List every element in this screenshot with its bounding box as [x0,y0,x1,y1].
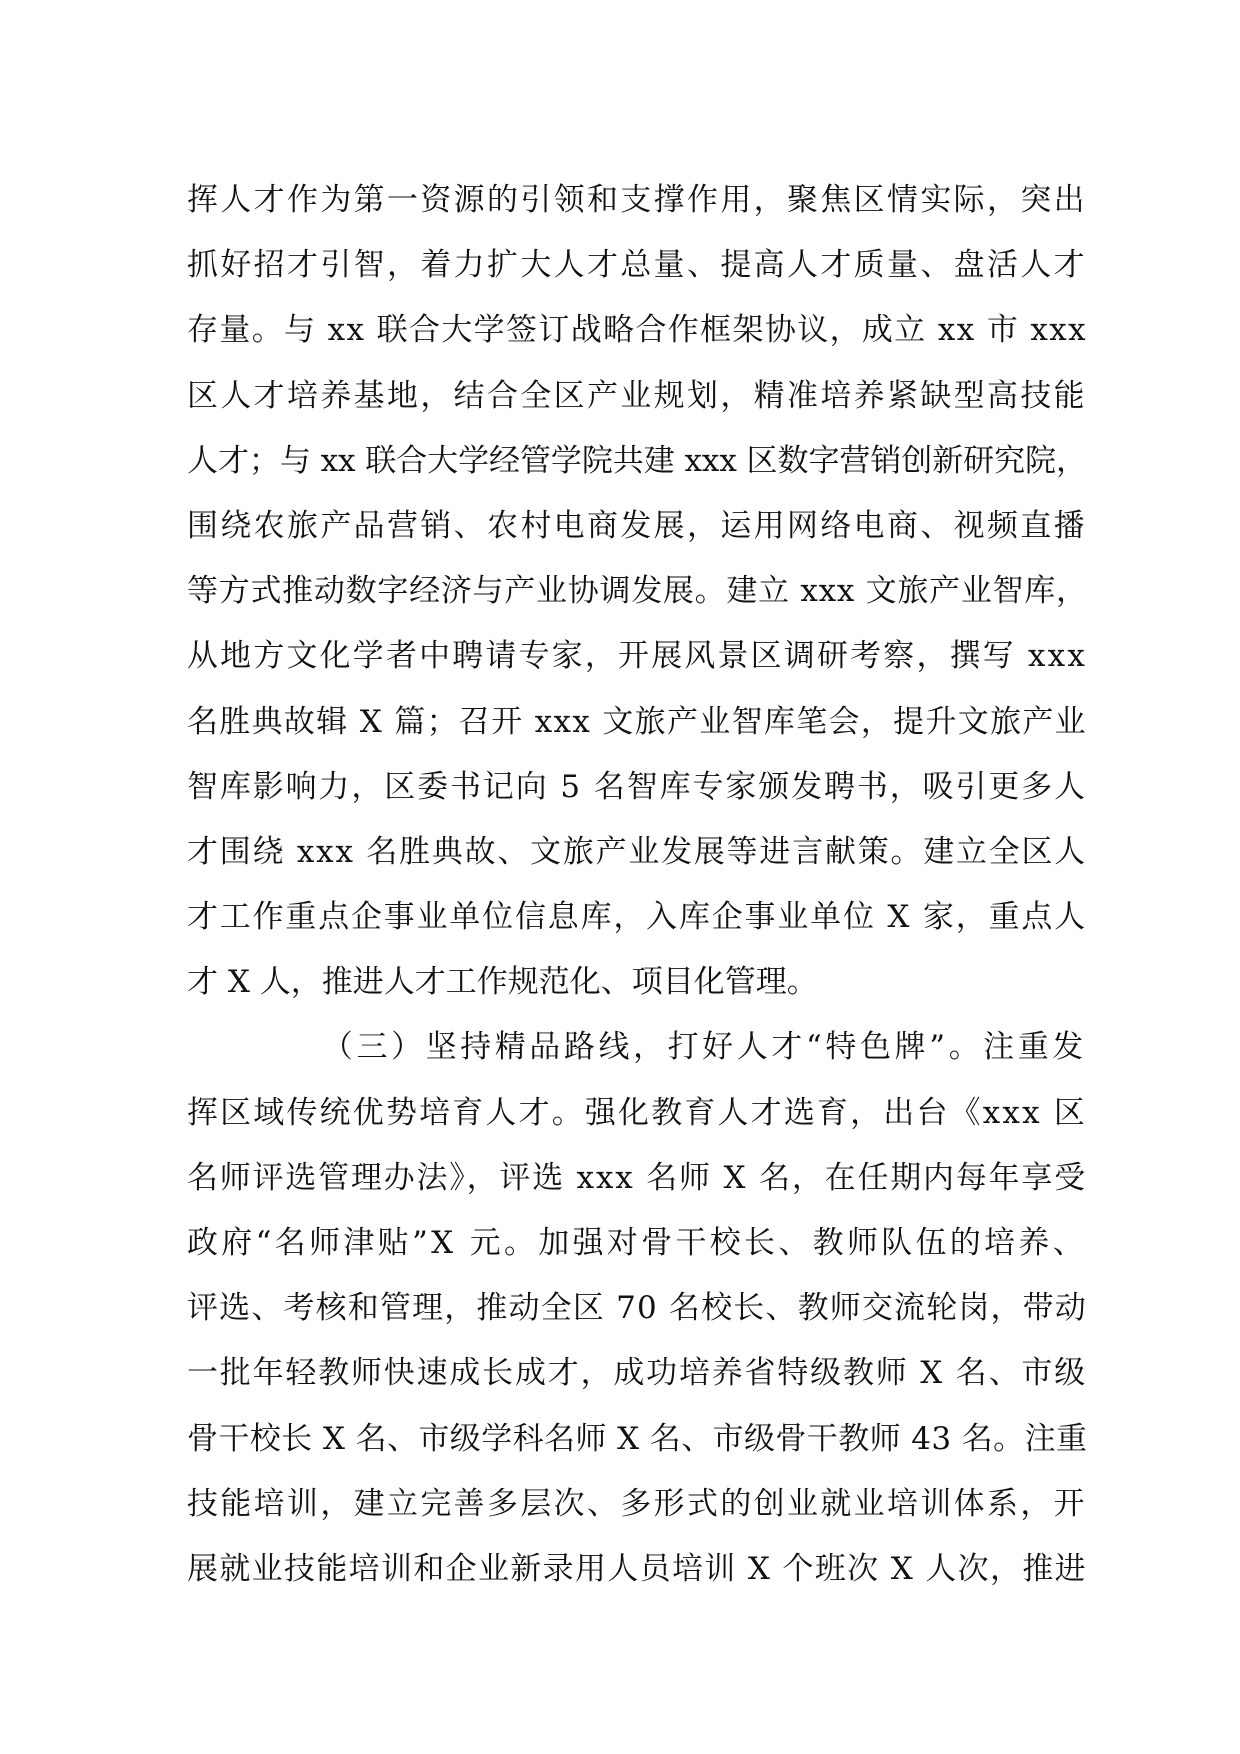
text-line: 评选、考核和管理，推动全区 70 名校长、教师交流轮岗，带动 [187,1290,1087,1327]
text-line: 技能培训，建立完善多层次、多形式的创业就业培训体系，开 [187,1485,1087,1522]
text-line: 抓好招才引智，着力扩大人才总量、提高人才质量、盘活人才 [187,247,1087,284]
text-line: 围绕农旅产品营销、农村电商发展，运用网络电商、视频直播 [187,507,1087,544]
text-line: 才围绕 xxx 名胜典故、文旅产业发展等进言献策。建立全区人 [187,833,1087,870]
text-line: 政府“名师津贴”X 元。加强对骨干校长、教师队伍的培养、 [187,1225,1087,1261]
text-line: 从地方文化学者中聘请专家，开展风景区调研考察，撰写 xxx [187,638,1087,675]
text-line: 才工作重点企事业单位信息库，入库企事业单位 X 家，重点人 [187,899,1087,936]
text-line: 名师评选管理办法》，评选 xxx 名师 X 名，在任期内每年享受 [187,1159,1087,1196]
text-line: （三）坚持精品路线，打好人才“特色牌”。注重发 [322,1029,1087,1066]
text-line: 一批年轻教师快速成长成才，成功培养省特级教师 X 名、市级 [187,1355,1087,1392]
text-line: 挥区域传统优势培育人才。强化教育人才选育，出台《xxx 区 [187,1094,1087,1131]
text-line: 等方式推动数字经济与产业协调发展。建立 xxx 文旅产业智库， [187,573,1088,610]
text-line: 人才；与 xx 联合大学经管学院共建 xxx 区数字营销创新研究院， [187,442,1087,479]
text-line: 骨干校长 X 名、市级学科名师 X 名、市级骨干教师 43 名。注重 [187,1420,1088,1457]
body-text [187,168,1087,1602]
text-line: 存量。与 xx 联合大学签订战略合作框架协议，成立 xx 市 xxx [187,312,1087,349]
text-line: 挥人才作为第一资源的引领和支撑作用，聚焦区情实际，突出 [187,182,1087,218]
text-line: 才 X 人，推进人才工作规范化、项目化管理。 [187,964,818,1001]
text-line: 区人才培养基地，结合全区产业规划，精准培养紧缺型高技能 [187,377,1087,414]
text-line: 智库影响力，区委书记向 5 名智库专家颁发聘书，吸引更多人 [187,768,1087,805]
text-line: 名胜典故辑 X 篇；召开 xxx 文旅产业智库笔会，提升文旅产业 [187,703,1087,740]
text-line: 展就业技能培训和企业新录用人员培训 X 个班次 X 人次，推进 [187,1550,1087,1587]
